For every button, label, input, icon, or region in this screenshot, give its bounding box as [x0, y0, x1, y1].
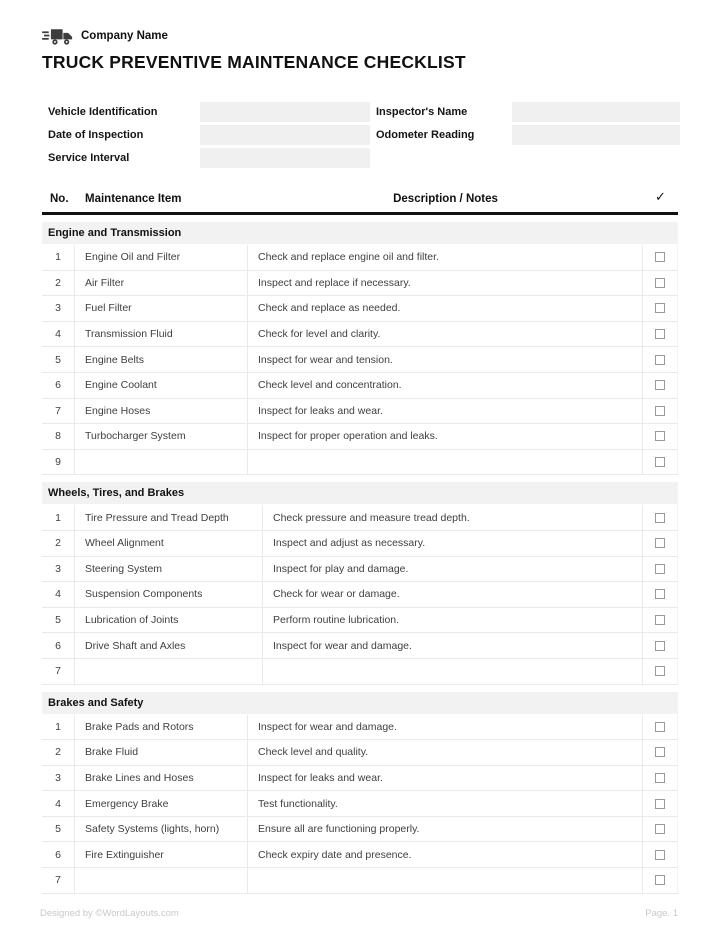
row-number: 4 [42, 791, 75, 816]
table-row [42, 450, 678, 476]
row-description [248, 450, 643, 475]
row-number: 6 [42, 633, 75, 658]
row-check-cell [643, 399, 678, 424]
form-field-input[interactable] [200, 102, 370, 122]
row-check-cell [643, 582, 678, 607]
checklist-section [42, 482, 678, 684]
row-item: Engine Oil and Filter [75, 245, 248, 270]
table-row [42, 582, 678, 608]
row-item: Engine Belts [75, 347, 248, 372]
form-field-input[interactable] [200, 125, 370, 145]
table-row [42, 608, 678, 634]
brand-row [42, 26, 678, 46]
row-number: 3 [42, 296, 75, 321]
section-rows [42, 505, 678, 684]
row-item: Transmission Fluid [75, 322, 248, 347]
row-number: 7 [42, 659, 75, 684]
row-checkbox[interactable] [655, 564, 665, 574]
row-checkbox[interactable] [655, 773, 665, 783]
row-description: Perform routine lubrication. [263, 608, 643, 633]
page-number: Page. 1 [645, 908, 678, 919]
checklist-sections [42, 222, 678, 894]
form-field-label: Inspector's Name [376, 106, 468, 118]
row-item [75, 450, 248, 475]
table-row [42, 347, 678, 373]
row-number: 7 [42, 399, 75, 424]
table-row [42, 715, 678, 741]
row-number: 2 [42, 740, 75, 765]
row-item: Wheel Alignment [75, 531, 263, 556]
row-check-cell [643, 715, 678, 740]
row-number: 7 [42, 868, 75, 893]
row-checkbox[interactable] [655, 538, 665, 548]
row-description: Check level and concentration. [248, 373, 643, 398]
row-checkbox[interactable] [655, 722, 665, 732]
row-number: 5 [42, 347, 75, 372]
row-checkbox[interactable] [655, 355, 665, 365]
row-item: Emergency Brake [75, 791, 248, 816]
row-item: Tire Pressure and Tread Depth [75, 505, 263, 530]
table-row [42, 505, 678, 531]
table-row [42, 659, 678, 685]
row-item: Engine Hoses [75, 399, 248, 424]
row-checkbox[interactable] [655, 329, 665, 339]
col-header-item: Maintenance Item [85, 193, 182, 205]
truck-icon [42, 27, 73, 46]
form-field-label: Odometer Reading [376, 129, 475, 141]
row-checkbox[interactable] [655, 457, 665, 467]
row-item [75, 868, 248, 893]
row-number: 2 [42, 271, 75, 296]
table-row [42, 322, 678, 348]
row-check-cell [643, 296, 678, 321]
row-description: Ensure all are functioning properly. [248, 817, 643, 842]
row-description: Check level and quality. [248, 740, 643, 765]
row-description: Test functionality. [248, 791, 643, 816]
row-number: 4 [42, 582, 75, 607]
row-checkbox[interactable] [655, 252, 665, 262]
row-description: Check and replace engine oil and filter. [248, 245, 643, 270]
row-checkbox[interactable] [655, 278, 665, 288]
row-number: 1 [42, 245, 75, 270]
row-number: 9 [42, 450, 75, 475]
table-row [42, 245, 678, 271]
row-check-cell [643, 373, 678, 398]
row-check-cell [643, 450, 678, 475]
row-item: Safety Systems (lights, horn) [75, 817, 248, 842]
section-title: Engine and Transmission [42, 222, 678, 244]
row-checkbox[interactable] [655, 431, 665, 441]
row-item: Fire Extinguisher [75, 842, 248, 867]
row-item: Brake Fluid [75, 740, 248, 765]
col-header-description: Description / Notes [393, 193, 498, 205]
table-row [42, 424, 678, 450]
row-description: Check for level and clarity. [248, 322, 643, 347]
row-checkbox[interactable] [655, 850, 665, 860]
row-checkbox[interactable] [655, 641, 665, 651]
form-field-input[interactable] [512, 102, 680, 122]
table-header-row [42, 189, 678, 215]
row-checkbox[interactable] [655, 380, 665, 390]
row-number: 3 [42, 766, 75, 791]
row-description: Inspect for play and damage. [263, 557, 643, 582]
row-description: Check and replace as needed. [248, 296, 643, 321]
col-header-no: No. [50, 193, 69, 205]
table-row [42, 373, 678, 399]
row-number: 8 [42, 424, 75, 449]
checklist-section [42, 222, 678, 475]
table-row [42, 842, 678, 868]
row-number: 1 [42, 505, 75, 530]
row-description [248, 868, 643, 893]
row-description: Check pressure and measure tread depth. [263, 505, 643, 530]
row-item [75, 659, 263, 684]
form-field-input[interactable] [200, 148, 370, 168]
row-check-cell [643, 347, 678, 372]
row-item: Steering System [75, 557, 263, 582]
checkmark-icon: ✓ [655, 189, 666, 204]
row-number: 6 [42, 373, 75, 398]
row-number: 3 [42, 557, 75, 582]
row-checkbox[interactable] [655, 666, 665, 676]
row-checkbox[interactable] [655, 875, 665, 885]
section-title: Brakes and Safety [42, 692, 678, 714]
row-check-cell [643, 505, 678, 530]
document-header [42, 26, 678, 75]
section-rows [42, 245, 678, 475]
page-footer [40, 908, 678, 919]
row-description: Inspect for wear and damage. [248, 715, 643, 740]
row-check-cell [643, 608, 678, 633]
table-row [42, 817, 678, 843]
table-row [42, 633, 678, 659]
form-field-label: Date of Inspection [48, 129, 144, 141]
row-number: 1 [42, 715, 75, 740]
table-row [42, 557, 678, 583]
row-item: Engine Coolant [75, 373, 248, 398]
section-title: Wheels, Tires, and Brakes [42, 482, 678, 504]
row-checkbox[interactable] [655, 747, 665, 757]
row-check-cell [643, 740, 678, 765]
row-check-cell [643, 245, 678, 270]
row-item: Air Filter [75, 271, 248, 296]
form-field-input[interactable] [512, 125, 680, 145]
table-row [42, 271, 678, 297]
row-check-cell [643, 322, 678, 347]
row-check-cell [643, 791, 678, 816]
row-checkbox[interactable] [655, 799, 665, 809]
table-row [42, 531, 678, 557]
row-checkbox[interactable] [655, 589, 665, 599]
row-check-cell [643, 633, 678, 658]
row-number: 5 [42, 817, 75, 842]
table-row [42, 766, 678, 792]
row-check-cell [643, 817, 678, 842]
row-check-cell [643, 271, 678, 296]
section-rows [42, 715, 678, 894]
row-checkbox[interactable] [655, 406, 665, 416]
row-checkbox[interactable] [655, 615, 665, 625]
row-number: 2 [42, 531, 75, 556]
inspection-form [42, 102, 678, 168]
row-checkbox[interactable] [655, 303, 665, 313]
table-row [42, 740, 678, 766]
credit-text: Designed by ©WordLayouts.com [40, 908, 179, 919]
form-field-label: Service Interval [48, 152, 130, 164]
row-check-cell [643, 659, 678, 684]
row-number: 6 [42, 842, 75, 867]
table-row [42, 399, 678, 425]
row-description: Inspect for wear and tension. [248, 347, 643, 372]
row-item: Brake Lines and Hoses [75, 766, 248, 791]
row-description: Inspect for proper operation and leaks. [248, 424, 643, 449]
row-description: Inspect for leaks and wear. [248, 766, 643, 791]
company-name: Company Name [81, 30, 168, 42]
table-row [42, 296, 678, 322]
table-row [42, 791, 678, 817]
row-description: Check for wear or damage. [263, 582, 643, 607]
row-check-cell [643, 557, 678, 582]
row-item: Suspension Components [75, 582, 263, 607]
row-check-cell [643, 842, 678, 867]
row-item: Brake Pads and Rotors [75, 715, 248, 740]
row-check-cell [643, 868, 678, 893]
row-item: Drive Shaft and Axles [75, 633, 263, 658]
checklist-section [42, 692, 678, 894]
row-check-cell [643, 766, 678, 791]
row-description [263, 659, 643, 684]
table-row [42, 868, 678, 894]
row-check-cell [643, 531, 678, 556]
row-description: Inspect for leaks and wear. [248, 399, 643, 424]
row-description: Inspect for wear and damage. [263, 633, 643, 658]
row-description: Inspect and adjust as necessary. [263, 531, 643, 556]
row-description: Inspect and replace if necessary. [248, 271, 643, 296]
row-item: Lubrication of Joints [75, 608, 263, 633]
page-title: TRUCK PREVENTIVE MAINTENANCE CHECKLIST [42, 52, 466, 72]
row-number: 4 [42, 322, 75, 347]
row-checkbox[interactable] [655, 513, 665, 523]
row-check-cell [643, 424, 678, 449]
row-item: Fuel Filter [75, 296, 248, 321]
form-field-label: Vehicle Identification [48, 106, 158, 118]
row-item: Turbocharger System [75, 424, 248, 449]
row-number: 5 [42, 608, 75, 633]
row-description: Check expiry date and presence. [248, 842, 643, 867]
row-checkbox[interactable] [655, 824, 665, 834]
